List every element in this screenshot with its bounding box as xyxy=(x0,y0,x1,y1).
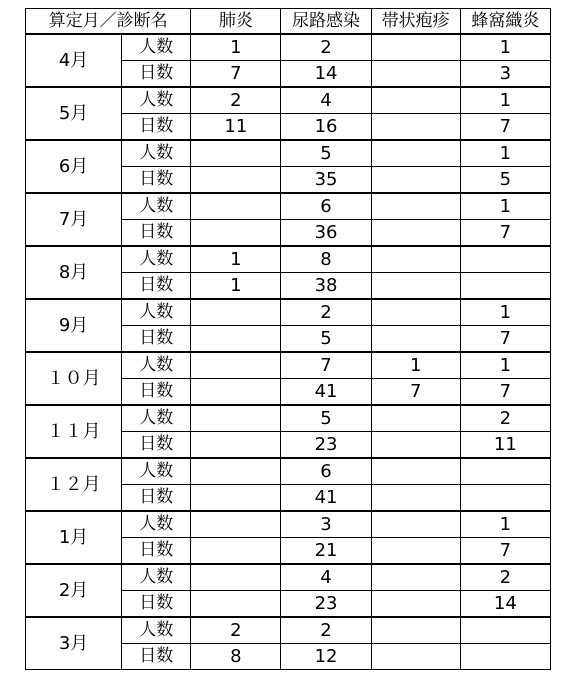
cell-count-shingles xyxy=(371,458,460,485)
cell-count-pneumonia xyxy=(191,458,281,485)
cell-count-cellulitis: 1 xyxy=(460,140,550,167)
row-label-count: 人数 xyxy=(122,34,191,61)
table-row xyxy=(26,87,551,114)
month-label: １２月 xyxy=(26,458,122,511)
cell-count-cellulitis: 1 xyxy=(460,34,550,61)
cell-count-cellulitis xyxy=(460,246,550,273)
cell-count-shingles xyxy=(371,34,460,61)
cell-count-cellulitis: 1 xyxy=(460,511,550,538)
cell-count-cellulitis xyxy=(460,617,550,644)
cell-count-cellulitis: 1 xyxy=(460,193,550,220)
table-row xyxy=(26,34,551,61)
cell-days-shingles xyxy=(371,326,460,353)
table-row xyxy=(26,405,551,432)
table-row xyxy=(26,299,551,326)
table-body xyxy=(26,34,551,670)
header-disease-uti: 尿路感染 xyxy=(281,9,371,35)
row-label-days: 日数 xyxy=(122,591,191,618)
cell-count-uti: 8 xyxy=(281,246,371,273)
month-label: 4月 xyxy=(26,34,122,87)
cell-count-shingles xyxy=(371,193,460,220)
month-label: 3月 xyxy=(26,617,122,670)
cell-days-uti: 41 xyxy=(281,379,371,406)
header-corner: 算定月／診断名 xyxy=(26,9,191,35)
table-row xyxy=(26,564,551,591)
cell-count-shingles xyxy=(371,87,460,114)
cell-count-uti: 5 xyxy=(281,405,371,432)
cell-days-shingles xyxy=(371,485,460,512)
cell-days-uti: 35 xyxy=(281,167,371,194)
month-label: １１月 xyxy=(26,405,122,458)
cell-days-shingles xyxy=(371,644,460,670)
month-label: 6月 xyxy=(26,140,122,193)
row-label-count: 人数 xyxy=(122,405,191,432)
cell-days-pneumonia xyxy=(191,220,281,247)
cell-days-pneumonia xyxy=(191,538,281,565)
cell-count-uti: 3 xyxy=(281,511,371,538)
table-row xyxy=(26,352,551,379)
cell-days-pneumonia xyxy=(191,485,281,512)
cell-count-pneumonia: 1 xyxy=(191,246,281,273)
cell-days-uti: 38 xyxy=(281,273,371,300)
diagnosis-table xyxy=(25,8,551,670)
month-label: 7月 xyxy=(26,193,122,246)
cell-count-uti: 4 xyxy=(281,87,371,114)
cell-count-shingles: 1 xyxy=(371,352,460,379)
row-label-days: 日数 xyxy=(122,432,191,459)
cell-count-cellulitis: 1 xyxy=(460,299,550,326)
cell-count-pneumonia xyxy=(191,405,281,432)
cell-count-uti: 2 xyxy=(281,34,371,61)
cell-count-uti: 4 xyxy=(281,564,371,591)
row-label-days: 日数 xyxy=(122,538,191,565)
row-label-days: 日数 xyxy=(122,61,191,88)
cell-days-uti: 14 xyxy=(281,61,371,88)
table-row xyxy=(26,246,551,273)
cell-days-cellulitis: 14 xyxy=(460,591,550,618)
cell-count-uti: 7 xyxy=(281,352,371,379)
cell-days-shingles xyxy=(371,114,460,141)
cell-days-pneumonia xyxy=(191,326,281,353)
row-label-count: 人数 xyxy=(122,87,191,114)
cell-days-cellulitis: 5 xyxy=(460,167,550,194)
table-row xyxy=(26,193,551,220)
cell-days-cellulitis: 7 xyxy=(460,326,550,353)
row-label-days: 日数 xyxy=(122,485,191,512)
header-disease-pneumonia: 肺炎 xyxy=(191,9,281,35)
cell-days-cellulitis: 7 xyxy=(460,114,550,141)
cell-count-uti: 6 xyxy=(281,458,371,485)
cell-count-shingles xyxy=(371,246,460,273)
cell-count-pneumonia xyxy=(191,193,281,220)
cell-days-pneumonia xyxy=(191,591,281,618)
cell-count-pneumonia xyxy=(191,140,281,167)
cell-days-shingles: 7 xyxy=(371,379,460,406)
cell-count-shingles xyxy=(371,299,460,326)
cell-days-uti: 16 xyxy=(281,114,371,141)
cell-count-uti: 2 xyxy=(281,617,371,644)
cell-days-uti: 23 xyxy=(281,591,371,618)
table-row xyxy=(26,511,551,538)
row-label-count: 人数 xyxy=(122,458,191,485)
cell-days-uti: 5 xyxy=(281,326,371,353)
cell-count-cellulitis: 1 xyxy=(460,352,550,379)
cell-count-cellulitis: 2 xyxy=(460,564,550,591)
cell-count-pneumonia xyxy=(191,511,281,538)
row-label-days: 日数 xyxy=(122,379,191,406)
cell-count-pneumonia: 1 xyxy=(191,34,281,61)
header-disease-shingles: 帯状疱疹 xyxy=(371,9,460,35)
row-label-count: 人数 xyxy=(122,352,191,379)
cell-days-cellulitis: 7 xyxy=(460,220,550,247)
cell-days-cellulitis xyxy=(460,644,550,670)
cell-days-cellulitis: 3 xyxy=(460,61,550,88)
cell-count-shingles xyxy=(371,617,460,644)
row-label-days: 日数 xyxy=(122,644,191,670)
cell-count-pneumonia: 2 xyxy=(191,617,281,644)
cell-count-cellulitis: 1 xyxy=(460,87,550,114)
cell-days-pneumonia xyxy=(191,432,281,459)
month-label: 1月 xyxy=(26,511,122,564)
cell-count-uti: 2 xyxy=(281,299,371,326)
cell-days-cellulitis: 7 xyxy=(460,379,550,406)
cell-days-cellulitis xyxy=(460,485,550,512)
month-label: 8月 xyxy=(26,246,122,299)
row-label-count: 人数 xyxy=(122,564,191,591)
table-row xyxy=(26,617,551,644)
cell-days-pneumonia xyxy=(191,167,281,194)
row-label-count: 人数 xyxy=(122,617,191,644)
table-row xyxy=(26,458,551,485)
cell-days-uti: 12 xyxy=(281,644,371,670)
cell-count-uti: 5 xyxy=(281,140,371,167)
cell-count-cellulitis xyxy=(460,458,550,485)
row-label-count: 人数 xyxy=(122,246,191,273)
row-label-days: 日数 xyxy=(122,167,191,194)
month-label: 5月 xyxy=(26,87,122,140)
cell-count-uti: 6 xyxy=(281,193,371,220)
cell-days-shingles xyxy=(371,220,460,247)
cell-days-cellulitis: 11 xyxy=(460,432,550,459)
cell-count-shingles xyxy=(371,511,460,538)
row-label-days: 日数 xyxy=(122,114,191,141)
header-disease-cellulitis: 蜂窩織炎 xyxy=(460,9,550,35)
cell-days-shingles xyxy=(371,273,460,300)
cell-days-uti: 21 xyxy=(281,538,371,565)
cell-days-pneumonia: 1 xyxy=(191,273,281,300)
header-row xyxy=(26,9,551,35)
cell-days-uti: 23 xyxy=(281,432,371,459)
cell-count-pneumonia xyxy=(191,299,281,326)
row-label-days: 日数 xyxy=(122,326,191,353)
cell-count-pneumonia xyxy=(191,352,281,379)
month-label: 9月 xyxy=(26,299,122,352)
cell-days-uti: 41 xyxy=(281,485,371,512)
cell-days-cellulitis: 7 xyxy=(460,538,550,565)
cell-days-pneumonia: 11 xyxy=(191,114,281,141)
cell-days-shingles xyxy=(371,61,460,88)
row-label-days: 日数 xyxy=(122,273,191,300)
cell-count-cellulitis: 2 xyxy=(460,405,550,432)
cell-days-pneumonia: 8 xyxy=(191,644,281,670)
cell-days-cellulitis xyxy=(460,273,550,300)
cell-days-shingles xyxy=(371,432,460,459)
cell-count-shingles xyxy=(371,564,460,591)
cell-days-shingles xyxy=(371,591,460,618)
cell-count-pneumonia: 2 xyxy=(191,87,281,114)
cell-count-shingles xyxy=(371,140,460,167)
row-label-count: 人数 xyxy=(122,511,191,538)
cell-days-uti: 36 xyxy=(281,220,371,247)
row-label-count: 人数 xyxy=(122,193,191,220)
month-label: 2月 xyxy=(26,564,122,617)
row-label-count: 人数 xyxy=(122,140,191,167)
cell-days-pneumonia xyxy=(191,379,281,406)
table-row xyxy=(26,140,551,167)
month-label: １０月 xyxy=(26,352,122,405)
row-label-count: 人数 xyxy=(122,299,191,326)
cell-days-shingles xyxy=(371,538,460,565)
row-label-days: 日数 xyxy=(122,220,191,247)
cell-days-pneumonia: 7 xyxy=(191,61,281,88)
cell-count-pneumonia xyxy=(191,564,281,591)
cell-days-shingles xyxy=(371,167,460,194)
cell-count-shingles xyxy=(371,405,460,432)
